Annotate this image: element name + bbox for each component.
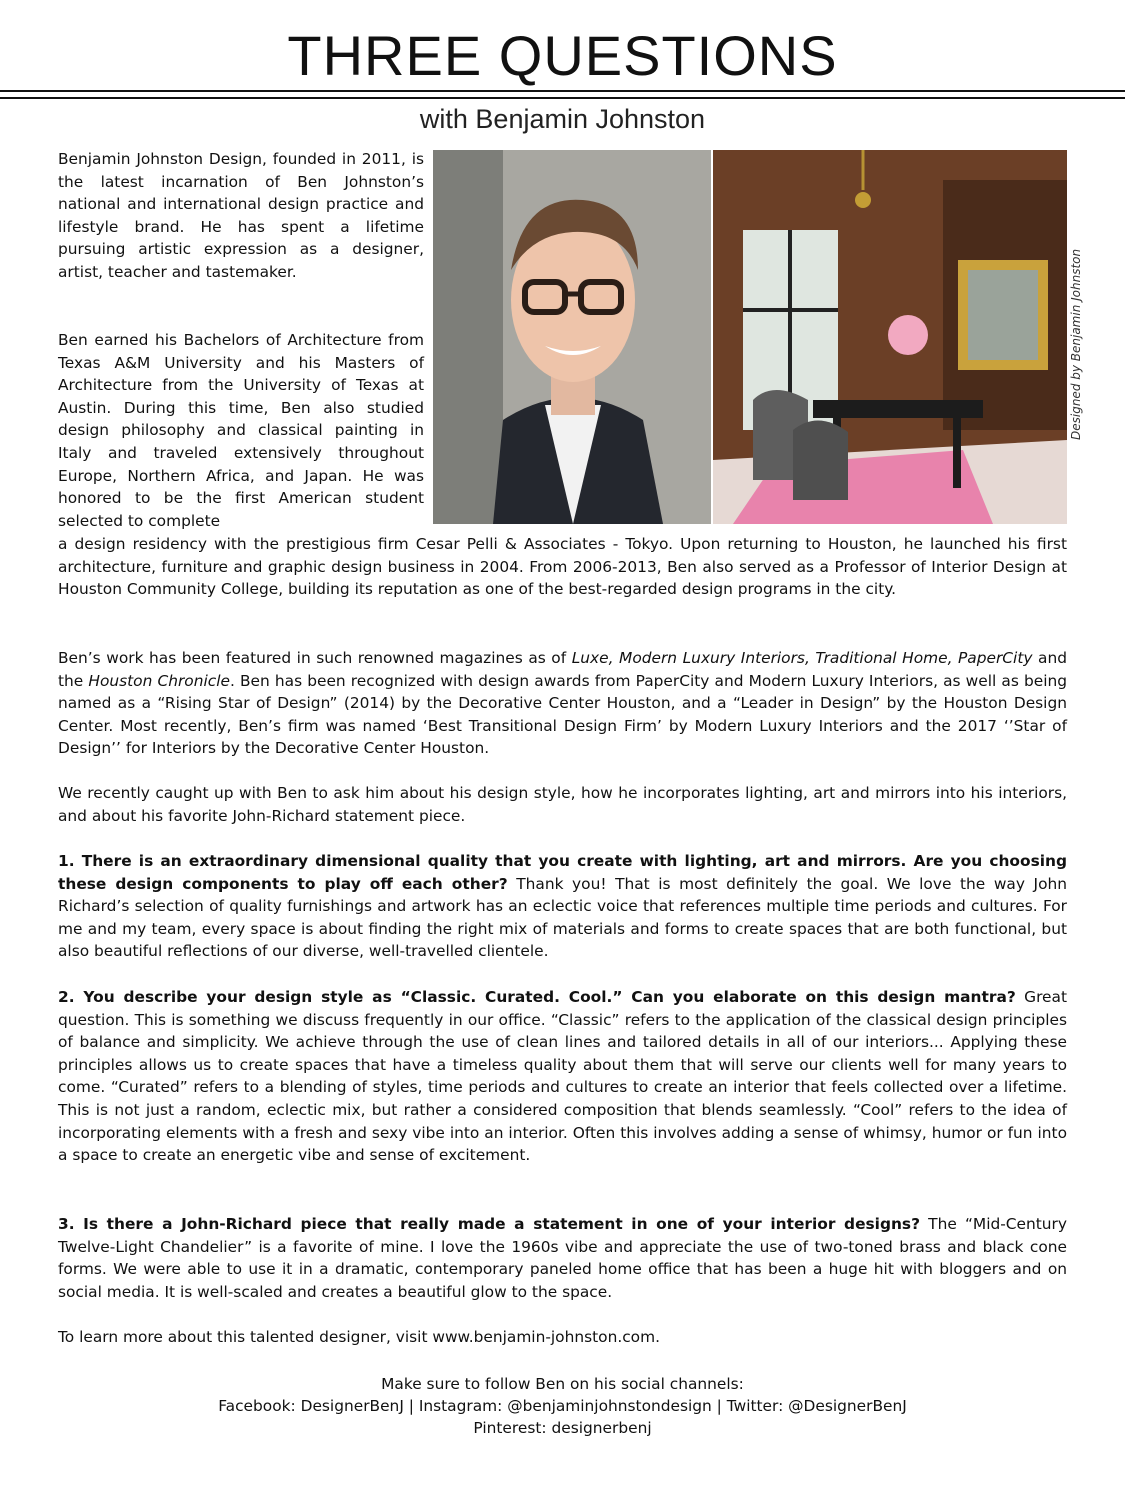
intro-paragraph-2b: a design residency with the prestigious firm Cesar Pelli & Associates - Tokyo. Upon returning to Houston, he launched his first architecture, furniture and graphic design business in 2004. From 2006-2013, Ben also served as a Professor of Interior Design at Houston Community College, building its reputation as one of the best-regarded design programs in the city. [58,535,1067,599]
answer-3: The “Mid-Century Twelve-Light Chandelier” is a favorite of mine. I love the 1960s vibe and appreciate the use of two-toned brass and black cone forms. We were able to use it in a dramatic, contemporary paneled home office that has been a huge hit with bloggers and on social media. It is well-scaled and creates a beautiful glow to the space. [58,1215,1067,1301]
featured-chronicle: Houston Chronicle [88,671,230,690]
intro-paragraph-2a: Ben earned his Bachelors of Architecture from Texas A&M University and his Masters of Architecture from the University of Texas at Austin. During this time, Ben also studied design philosophy and classical painting in Italy and traveled extensively throughout Europe, Northern Africa, and Japan. He was honored to be the first American student selected to complete [58,331,424,530]
featured-rest: . Ben has been recognized with design awards from PaperCity and Modern Luxury Interiors, as well as being named as a “Rising Star of Design” (2014) by the Decorative Center Houston, and a “Leader in Design” by the Houston Design Center. Most recently, Ben’s firm was named ‘Best Transitional Design Firm’ by Modern Luxury Interiors and the 2017 ‘’Star of Design’’ for Interiors by the Decorative Center Houston. [58,671,1068,758]
featured-magazines: Luxe, Modern Luxury Interiors, Traditional Home, PaperCity [571,649,1033,667]
footer-line-2: Facebook: DesignerBenJ | Instagram: @benjaminjohnstondesign | Twitter: @DesignerBenJ [218,1397,907,1415]
footer-line-3: Pinterest: designerbenj [473,1419,652,1437]
title-rule-bottom [0,97,1125,99]
featured-lead: Ben’s work has been featured in such renowned magazines as of [58,649,572,667]
question-2: 2. You describe your design style as “Classic. Curated. Cool.” Can you elaborate on this design mantra? [58,988,1016,1006]
qa-item-2 [58,986,1067,1167]
photo-credit: Designed by Benjamin Johnston [1069,248,1083,440]
title-rule-top [0,90,1125,92]
answer-2: Great question. This is something we discuss frequently in our office. “Classic” refers to the application of the classical design principles of balance and simplicity. We achieve through the use of clean lines and tailored details in all of our interiors... Applying these principles allows us to create spaces that have a timeless quality about them that will serve our clients well for many years to come. “Curated” refers to a blending of styles, time periods and cultures to create an interior that feels collected over a lifetime. This is not just a random, eclectic mix, but rather a considered composition that blends seamlessly. “Cool” refers to the idea of incorporating elements with a fresh and sexy vibe into an interior. Often this involves adding a sense of whimsy, humor or fun into a space to create an energetic vibe and sense of excitement. [58,988,1067,1165]
qa-item-1 [58,850,1067,963]
portrait-photo [433,150,711,524]
question-3: 3. Is there a John-Richard piece that really made a statement in one of your interior designs? [58,1215,921,1233]
learn-more-text: To learn more about this talented designer, visit www.benjamin-johnston.com. [58,1328,660,1346]
footer-line-1: Make sure to follow Ben on his social channels: [381,1375,744,1393]
featured-and: and the [58,649,1067,690]
intro-paragraph-1: Benjamin Johnston Design, founded in 2011, is the latest incarnation of Ben Johnston’s national and international design practice and lifestyle brand. He has spent a lifetime pursuing artistic expression as a designer, artist, teacher and tastemaker. [58,150,424,281]
interior-room-photo [713,150,1067,524]
answer-1: Thank you! That is most definitely the goal. We love the way John Richard’s selection of quality furnishings and artwork has an eclectic voice that references multiple time periods and cultures. For me and my team, every space is about finding the right mix of materials and forms to create spaces that are both functional, but also beautiful reflections of our diverse, well-travelled clientele. [58,874,1067,961]
portrait-illustration [433,150,711,524]
caught-up-paragraph: We recently caught up with Ben to ask him about his design style, how he incorporates lighting, art and mirrors into his interiors, and about his favorite John-Richard statement piece. [58,784,1067,825]
page-subtitle: with Benjamin Johnston [419,104,706,134]
room-illustration [713,150,1067,524]
qa-item-3 [58,1213,1067,1303]
social-footer [0,1373,1125,1439]
question-1: 1. There is an extraordinary dimensional quality that you create with lighting, art and mirrors. Are you choosing these design components to play off each other? [58,852,1067,893]
page-title: THREE QUESTIONS [287,24,838,87]
featured-paragraph [58,647,1067,760]
